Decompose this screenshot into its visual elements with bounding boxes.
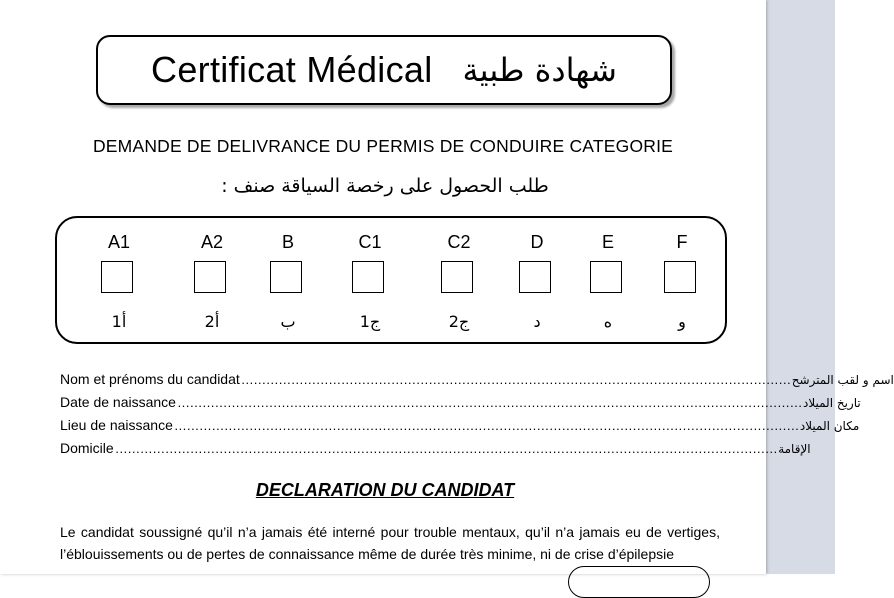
category-arabic: ه [603, 312, 613, 331]
category-selection-box [55, 216, 727, 344]
category-arabic: و [678, 312, 686, 331]
category-checkbox-a2[interactable] [194, 261, 226, 293]
category-code: A1 [107, 232, 131, 252]
field-label-french: Nom et prénoms du candidat [60, 371, 240, 387]
category-code: D [530, 232, 544, 252]
category-checkbox-c2[interactable] [441, 261, 473, 293]
field-label-french: Domicile [60, 440, 114, 456]
category-arabic: ب [280, 312, 296, 331]
field-label-french: Lieu de naissance [60, 417, 173, 433]
field-label-arabic: اسم و لقب المترشح [791, 373, 894, 387]
category-arabic: أ1 [111, 312, 127, 331]
category-code: B [281, 232, 294, 252]
field-label-arabic: مكان الميلاد [799, 419, 860, 433]
category-checkbox-e[interactable] [590, 261, 622, 293]
field-label-arabic: تاريخ الميلاد [802, 396, 861, 410]
declaration-heading: DECLARATION DU CANDIDAT [255, 480, 515, 500]
dotted-line: …………………………………………………………………………………………………………………… [240, 372, 791, 387]
category-checkbox-c1[interactable] [352, 261, 384, 293]
category-arabic: ج1 [359, 312, 381, 331]
signature-box [568, 566, 710, 598]
title-box [96, 35, 672, 105]
field-birth-place[interactable] [60, 417, 860, 437]
category-arabic: د [533, 312, 541, 331]
category-code: E [601, 232, 614, 252]
category-checkbox-a1[interactable] [101, 261, 133, 293]
field-domicile[interactable] [60, 440, 811, 460]
category-checkbox-b[interactable] [270, 261, 302, 293]
dotted-line: …………………………………………………………………………………………………………………………………… [176, 395, 802, 410]
category-checkbox-d[interactable] [519, 261, 551, 293]
dotted-line: …………………………………………………………………………………………………………………………………… [173, 418, 799, 433]
category-code: A2 [200, 232, 224, 252]
category-arabic: ج2 [448, 312, 470, 331]
field-label-arabic: الإقامة [778, 442, 811, 456]
category-arabic: أ2 [204, 312, 220, 331]
document-gutter [766, 0, 835, 574]
category-code: F [676, 232, 688, 252]
declaration-text: Le candidat soussigné qu’il n’a jamais été interné pour trouble mentaux, qu’il n’a jamais eu de vertiges, l’éblouissements ou de pertes de connaissance même de durée très minime, ni de crise d’épilepsie [60, 524, 720, 562]
title-arabic: شهادة طبية [462, 51, 617, 89]
request-title-arabic: طلب الحصول على رخصة السياقة صنف : [221, 175, 549, 197]
field-candidate-name[interactable] [60, 371, 894, 391]
dotted-line: …………………………………………………………………………………………………………………………………………… [114, 441, 778, 456]
field-label-french: Date de naissance [60, 394, 176, 410]
title-french: Certificat Médical [151, 49, 433, 90]
field-birth-date[interactable] [60, 394, 861, 414]
category-code: C1 [358, 232, 382, 252]
category-checkbox-f[interactable] [664, 261, 696, 293]
category-code: C2 [447, 232, 471, 252]
request-title-french: DEMANDE DE DELIVRANCE DU PERMIS DE CONDUIRE CATEGORIE [92, 136, 674, 156]
